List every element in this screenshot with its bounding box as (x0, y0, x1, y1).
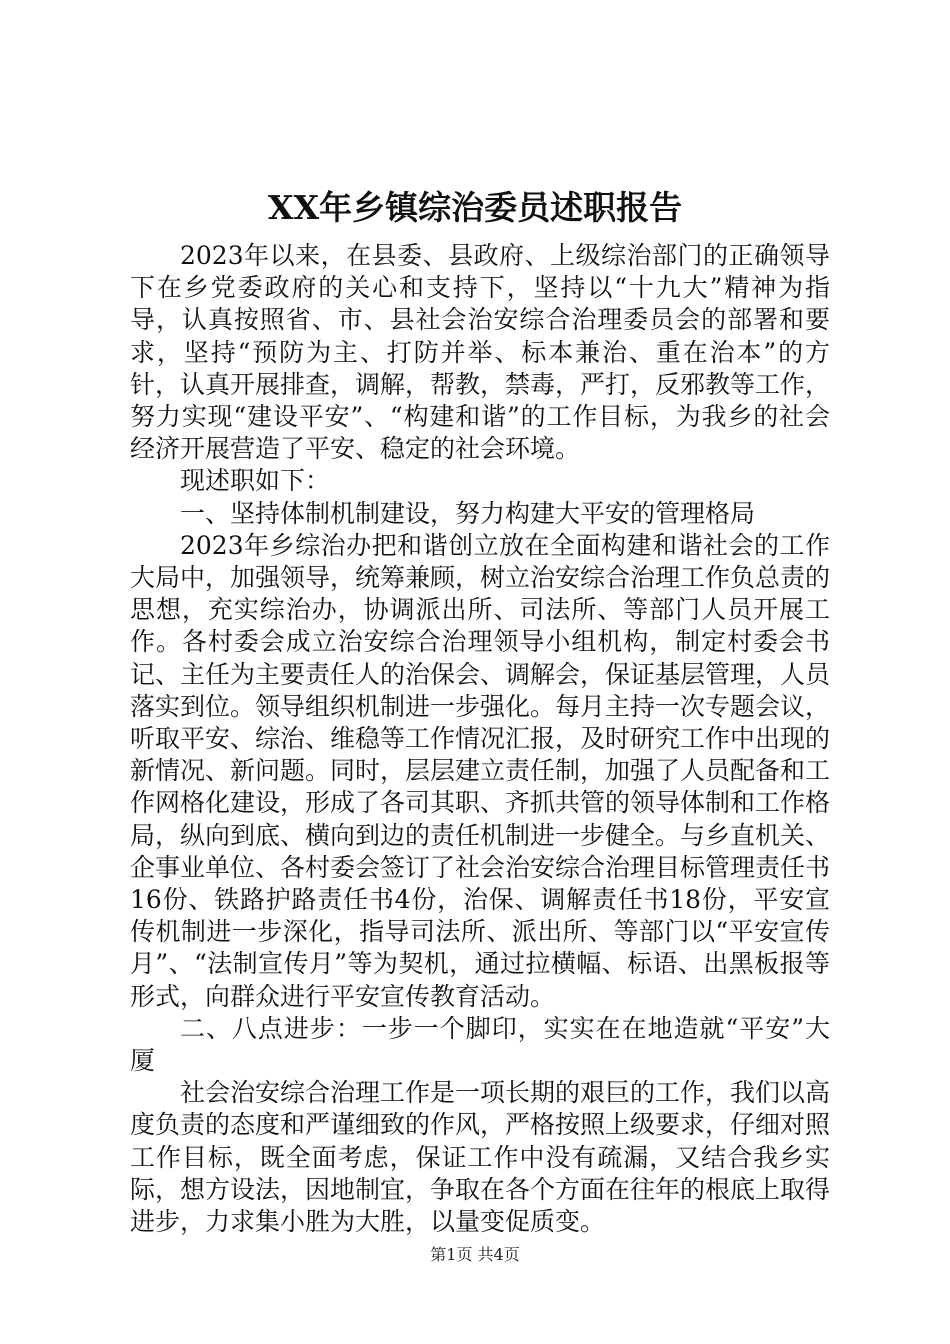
paragraph-intro: 2023年以来，在县委、县政府、上级综治部门的正确领导下在乡党委政府的关心和支持下，坚持以“十九大”精神为指导，认真按照省、市、县社会治安综合治理委员会的部署和要求，坚持“预防为主、打防并举、标本兼治、重在治本”的方针，认真开展排查，调解，帮教，禁毒，严打，反邪教等工作，努力实现“建设平安”、“构建和谐”的工作目标，为我乡的社会经济开展营造了平安、稳定的社会环境。 (130, 241, 831, 464)
section-heading-1: 一、坚持体制机制建设，努力构建大平安的管理格局 (180, 498, 756, 528)
page-number-footer: 第1页 共4页 (430, 1245, 520, 1264)
document-body (130, 240, 830, 1238)
section-heading-2: 二、八点进步：一步一个脚印，实实在在地造就“平安”大厦 (130, 1013, 830, 1076)
paragraph-report-lead: 现述职如下： (180, 466, 331, 496)
paragraph-section-2: 社会治安综合治理工作是一项长期的艰巨的工作，我们以高度负责的态度和严谨细致的作风，严格按照上级要求，仔细对照工作目标，既全面考虑，保证工作中没有疏漏，又结合我乡实际，想方设法，因地制宜，争取在各个方面在往年的根底上取得进步，力求集小胜为大胜，以量变促质变。 (130, 1078, 831, 1237)
document-title: XX年乡镇综治委员述职报告 (267, 188, 683, 227)
paragraph-section-1: 2023年乡综治办把和谐创立放在全面构建和谐社会的工作大局中，加强领导，统筹兼顾，树立治安综合治理工作负总责的思想，充实综治办，协调派出所、司法所、等部门人员开展工作。各村委会成立治安综合治理领导小组机构，制定村委会书记、主任为主要责任人的治保会、调解会，保证基层管理，人员落实到位。领导组织机制进一步强化。每月主持一次专题会议，听取平安、综治、维稳等工作情况汇报，及时研究工作中出现的新情况、新问题。同时，层层建立责任制，加强了人员配备和工作网格化建设，形成了各司其职、齐抓共管的领导体制和工作格局，纵向到底、横向到边的责任机制进一步健全。与乡直机关、企事业单位、各村委会签订了社会治安综合治理目标管理责任书16份、铁路护路责任书4份，治保、调解责任书18份，平安宣传机制进一步深化，指导司法所、派出所、等部门以“平安宣传月”、“法制宣传月”等为契机，通过拉横幅、标语、出黑板报等形式，向群众进行平安宣传教育活动。 (130, 530, 831, 1011)
